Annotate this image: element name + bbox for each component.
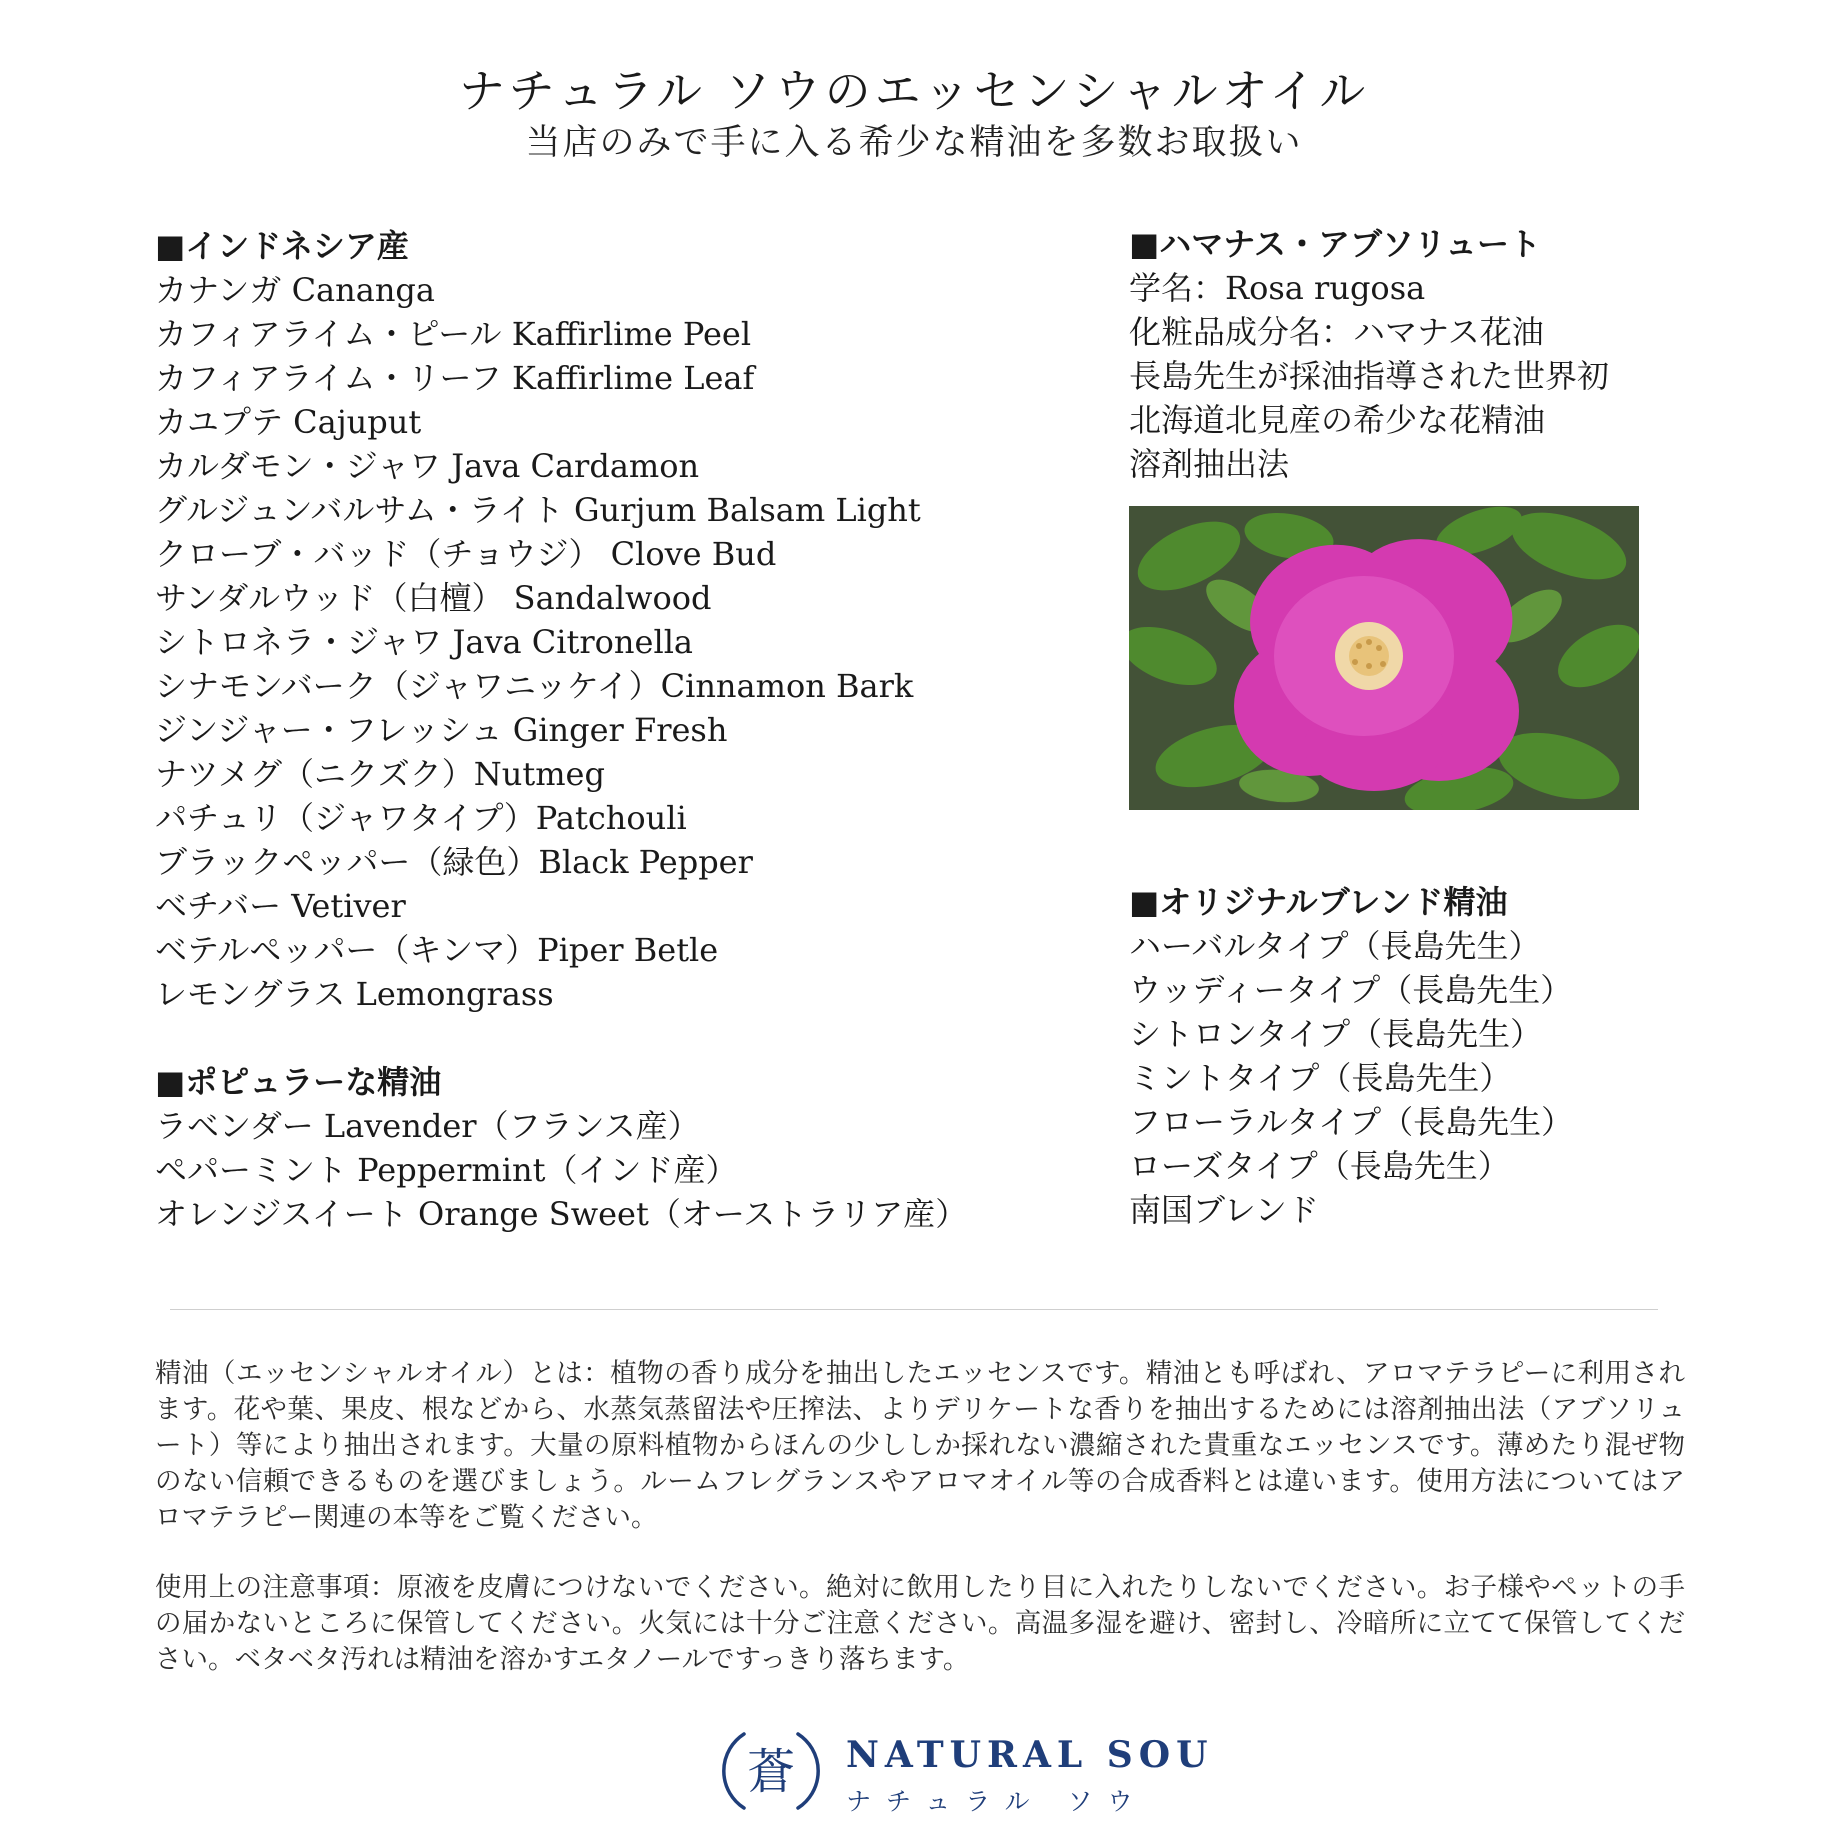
left-column [155, 224, 1055, 1236]
list-item: カナンガ Cananga [155, 271, 435, 309]
list-item: オレンジスイート Orange Sweet（オーストラリア産） [155, 1195, 968, 1233]
inci-name: 化粧品成分名：ハマナス花油 [1129, 313, 1544, 351]
scientific-name: 学名：Rosa rugosa [1129, 269, 1426, 307]
brand-name-jp: ナチュラル ソウ [846, 1787, 1148, 1816]
section-gap [1129, 810, 1689, 880]
list-item: シナモンバーク（ジャワニッケイ）Cinnamon Bark [155, 667, 914, 705]
divider [170, 1309, 1658, 1310]
list-item: ウッディータイプ（長島先生） [1129, 971, 1573, 1009]
hamanasu-heading: ■ハマナス・アブソリュート [1129, 225, 1541, 263]
indonesia-heading: ■インドネシア産 [155, 227, 409, 265]
list-item: 南国ブレンド [1129, 1191, 1319, 1229]
page-title: ナチュラル ソウのエッセンシャルオイル [458, 64, 1370, 118]
list-item: カユプテ Cajuput [155, 403, 422, 441]
section-gap [155, 1016, 1055, 1060]
popular-list [155, 1104, 1055, 1236]
list-item: ベチバー Vetiver [155, 887, 406, 925]
list-item: カルダモン・ジャワ Java Cardamon [155, 447, 700, 485]
list-item: ペパーミント Peppermint（インド産） [155, 1151, 738, 1189]
logo-mark-char: 蒼 [746, 1744, 796, 1800]
blend-heading: ■オリジナルブレンド精油 [1129, 883, 1508, 921]
hamanasu-details [1129, 266, 1689, 486]
list-item: カフィアライム・ピール Kaffirlime Peel [155, 315, 752, 353]
detail-line: 長島先生が採油指導された世界初 [1129, 357, 1610, 395]
detail-line: 北海道北見産の希少な花精油 [1129, 401, 1546, 439]
right-column [1129, 222, 1689, 1232]
list-item: フローラルタイプ（長島先生） [1129, 1103, 1574, 1141]
indonesia-list [155, 268, 1055, 1016]
list-item: クローブ・バッド（チョウジ） Clove Bud [155, 535, 777, 573]
list-item: ハーバルタイプ（長島先生） [1129, 927, 1541, 965]
brand-logo [722, 1722, 1214, 1820]
brand-name-en: NATURAL SOU [846, 1734, 1214, 1776]
list-item: ラベンダー Lavender（フランス産） [155, 1107, 700, 1145]
list-item: ミントタイプ（長島先生） [1129, 1059, 1512, 1097]
popular-heading: ■ポピュラーな精油 [155, 1063, 442, 1101]
list-item: グルジュンバルサム・ライト Gurjum Balsam Light [155, 491, 921, 529]
blend-list [1129, 924, 1689, 1232]
list-item: ナツメグ（ニクズク）Nutmeg [155, 755, 605, 793]
list-item: シトロネラ・ジャワ Java Citronella [155, 623, 694, 661]
usage-cautions: 使用上の注意事項：原液を皮膚につけないでください。絶対に飲用したり目に入れたりしないでください。お子様やペットの手の届かないところに保管してください。火気には十分ご注意ください。高温多湿を避け、密封し、冷暗所に立てて保管してください。ベタベタ汚れは精油を溶かすエタノールですっきり落ちます。 [155, 1572, 1685, 1675]
list-item: ブラックペッパー（緑色）Black Pepper [155, 843, 753, 881]
list-item: パチュリ（ジャワタイプ）Patchouli [155, 799, 687, 837]
list-item: ジンジャー・フレッシュ Ginger Fresh [155, 711, 728, 749]
header [0, 64, 1828, 167]
essential-oil-description: 精油（エッセンシャルオイル）とは：植物の香り成分を抽出したエッセンスです。精油とも呼ばれ、アロマテラピーに利用されます。花や葉、果皮、根などから、水蒸気蒸留法や圧搾法、よりデリケートな香りを抽出するためには溶剤抽出法（アブソリュート）等により抽出されます。大量の原料植物からほんの少ししか採れない濃縮された貴重なエッセンスです。薄めたり混ぜ物のない信頼できるものを選びましょう。ルームフレグランスやアロマオイル等の合成香料とは違います。使用方法についてはアロマテラピー関連の本等をご覧ください。 [155, 1358, 1685, 1533]
list-item: レモングラス Lemongrass [155, 975, 554, 1013]
list-item: ベテルペッパー（キンマ）Piper Betle [155, 931, 719, 969]
list-item: カフィアライム・リーフ Kaffirlime Leaf [155, 359, 755, 397]
logo-mark-icon [722, 1722, 820, 1820]
list-item: シトロンタイプ（長島先生） [1129, 1015, 1543, 1053]
page-subtitle: 当店のみで手に入る希少な精油を多数お取扱い [525, 123, 1303, 164]
extraction-method: 溶剤抽出法 [1129, 445, 1290, 483]
list-item: ローズタイプ（長島先生） [1129, 1147, 1510, 1185]
rose-photo [1129, 506, 1639, 810]
list-item: サンダルウッド（白檀） Sandalwood [155, 579, 712, 617]
